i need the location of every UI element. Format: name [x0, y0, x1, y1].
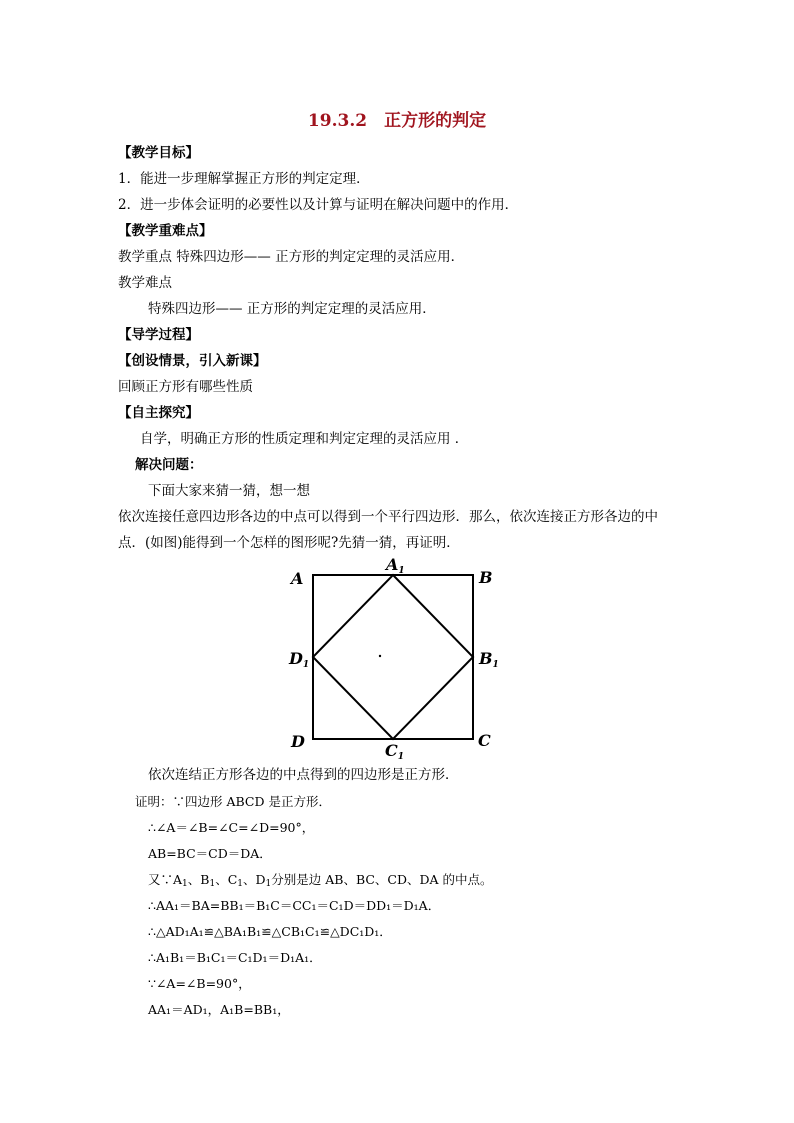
inner-square — [313, 575, 473, 739]
proof-line-8: ∵∠A=∠B=90°， — [148, 976, 251, 991]
label-C1: C1 — [385, 741, 404, 761]
difficulty-label: 教学难点 — [118, 275, 172, 291]
proof-line-1: 证明：∵四边形 ABCD 是正方形． — [135, 794, 331, 809]
conclusion-text: 依次连结正方形各边的中点得到的四边形是正方形． — [148, 767, 459, 783]
guess-text: 下面大家来猜一猜，想一想 — [148, 483, 310, 499]
key-point: 教学重点 特殊四边形—— 正方形的判定定理的灵活应用． — [118, 249, 465, 265]
label-D: D — [291, 732, 305, 751]
proof-line-5: ∴AA₁＝BA=BB₁＝B₁C＝CC₁＝C₁D＝DD₁＝D₁A． — [148, 898, 441, 913]
intro-heading: 【创设情景，引入新课】 — [118, 353, 267, 369]
proof-line-7: ∴A₁B₁＝B₁C₁＝C₁D₁＝D₁A₁． — [148, 950, 322, 965]
objective-1: 1．能进一步理解掌握正方形的判定定理． — [118, 171, 370, 187]
objectives-heading: 【教学目标】 — [118, 145, 199, 161]
label-A: A — [291, 569, 304, 588]
objective-2: 2．进一步体会证明的必要性以及计算与证明在解决问题中的作用． — [118, 197, 519, 213]
label-C: C — [478, 731, 491, 750]
solve-label: 解决问题： — [135, 457, 203, 473]
proof-line-9: AA₁＝AD₁，A₁B=BB₁， — [148, 1002, 290, 1017]
difficulty-text: 特殊四边形—— 正方形的判定定理的灵活应用． — [148, 301, 436, 317]
proof-line-6: ∴△AD₁A₁≌△BA₁B₁≌△CB₁C₁≌△DC₁D₁． — [148, 924, 392, 939]
label-D1: D1 — [289, 649, 310, 670]
label-B: B — [479, 568, 493, 587]
page-title: 19.3.2 正方形的判定 — [307, 111, 487, 131]
proof-line-3: AB=BC＝CD＝DA． — [148, 846, 272, 861]
keypoints-heading: 【教学重难点】 — [118, 223, 213, 239]
square-figure — [282, 553, 502, 761]
center-dot — [379, 655, 381, 657]
process-heading: 【导学过程】 — [118, 327, 199, 343]
proof-line-2: ∴∠A＝∠B=∠C=∠D=90°， — [148, 820, 315, 835]
problem-line-1: 依次连接任意四边形各边的中点可以得到一个平行四边形．那么，依次连接正方形各边的中 — [118, 509, 658, 525]
self-study-text: 自学，明确正方形的性质定理和判定定理的灵活应用 ． — [140, 431, 469, 447]
label-A1: A1 — [386, 555, 405, 576]
proof-line-4: 又$\because A_1$、$B_1$、$C_1$、$D_1$分别是边 AB、BC、CD、DA 的中点。 — [148, 872, 493, 889]
explore-heading: 【自主探究】 — [118, 405, 199, 421]
review-text: 回顾正方形有哪些性质 — [118, 379, 253, 395]
outer-square — [313, 575, 473, 739]
problem-line-2: 点．(如图)能得到一个怎样的图形呢?先猜一猜，再证明． — [118, 535, 460, 551]
label-B1: B1 — [479, 649, 499, 670]
